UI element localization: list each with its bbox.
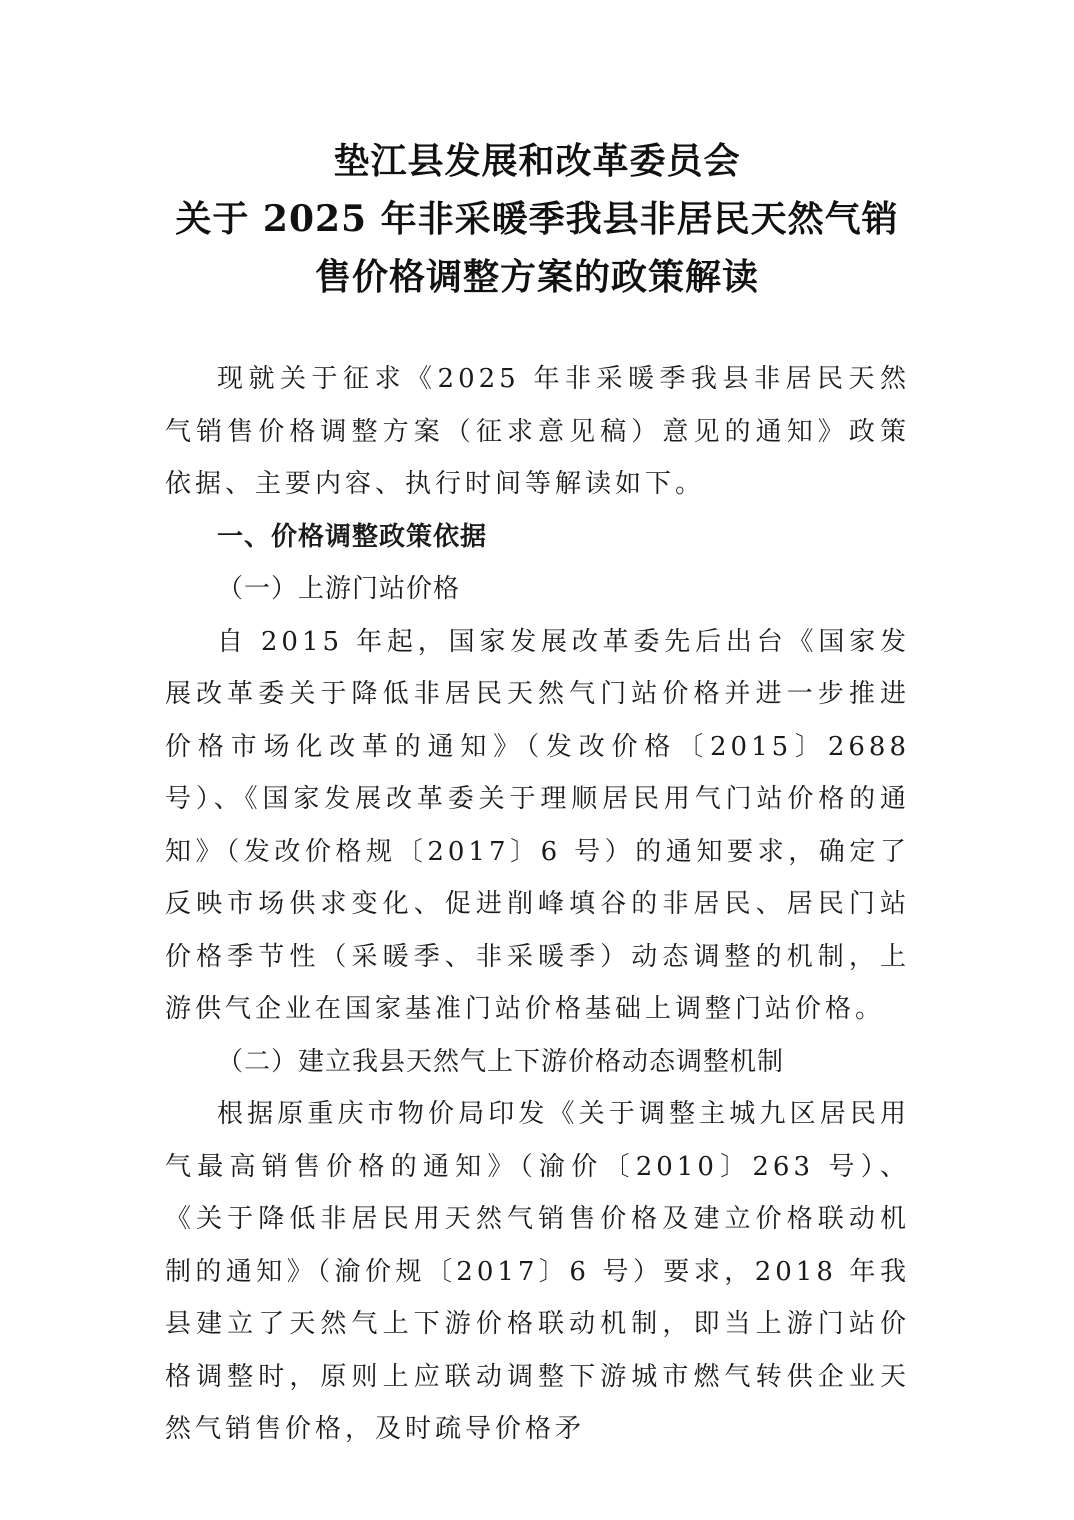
- document-title: [0, 132, 1074, 306]
- subsection-heading-1: （一）上游门站价格: [217, 574, 461, 604]
- intro-paragraph: 现就关于征求《2025 年非采暖季我县非居民天然气销售价格调整方案（征求意见稿）意见的通知》政策依据、主要内容、执行时间等解读如下。: [165, 364, 910, 499]
- subsection-1-paragraph: 自 2015 年起，国家发展改革委先后出台《国家发展改革委关于降低非居民天然气门站价格并进一步推进价格市场化改革的通知》（发改价格〔2015〕2688 号）、《国家发展改革委关于理顺居民用气门站价格的通知》（发改价格规〔2017〕6 号）的通知要求，确定了反映市场供求变化、促进削峰填谷的非居民、居民门站价格季节性（采暖季、非采暖季）动态调整的机制，上游供气企业在国家基准门站价格基础上调整门站价格。: [165, 626, 910, 1024]
- subsection-2-paragraph: 根据原重庆市物价局印发《关于调整主城九区居民用气最高销售价格的通知》（渝价〔2010〕263 号）、《关于降低非居民用天然气销售价格及建立价格联动机制的通知》（渝价规〔2017〕6 号）要求，2018 年我县建立了天然气上下游价格联动机制，即当上游门站价格调整时，原则上应联动调整下游城市燃气转供企业天然气销售价格，及时疏导价格矛: [165, 1099, 910, 1444]
- section-heading-1: 一、价格调整政策依据: [217, 521, 488, 552]
- document-body: [165, 353, 910, 1456]
- subsection-heading-2: （二）建立我县天然气上下游价格动态调整机制: [217, 1046, 785, 1077]
- title-line-3: 售价格调整方案的政策解读: [314, 256, 759, 298]
- title-line-2: 关于 2025 年非采暖季我县非居民天然气销: [175, 198, 899, 240]
- title-line-1: 垫江县发展和改革委员会: [333, 140, 741, 182]
